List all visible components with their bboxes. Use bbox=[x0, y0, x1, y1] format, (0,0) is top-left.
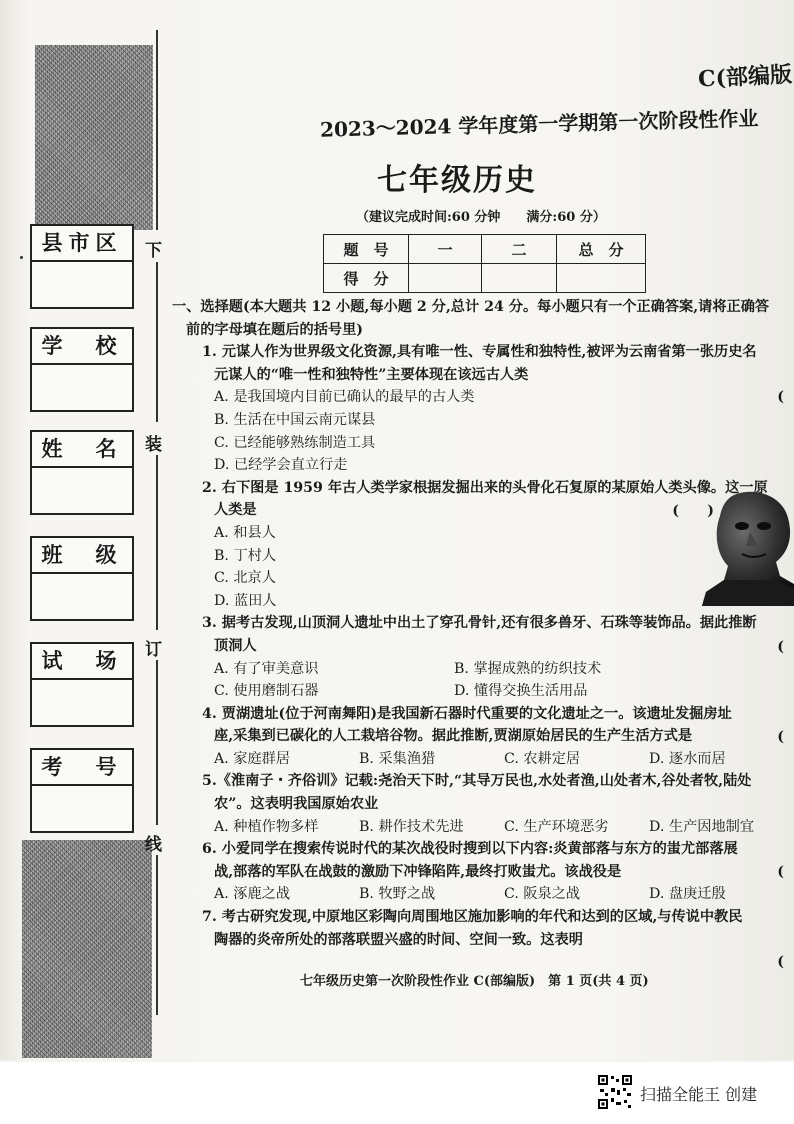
option: A. 是我国境内目前已确认的最早的古人类 bbox=[214, 389, 475, 406]
question-4-cont: 座,采集到已碳化的人工栽培谷物。据此推断,贾湖原始居民的生产生活方式是 bbox=[214, 728, 693, 745]
option: B. 牧野之战 bbox=[359, 886, 436, 903]
option: B. 丁村人 bbox=[214, 547, 277, 564]
option-row bbox=[172, 658, 794, 681]
question-7-cont: 陶器的炎帝所处的部落联盟兴盛的时间、空间一致。这表明 bbox=[214, 931, 583, 948]
section-heading: 一、选择题(本大题共 12 小题,每小题 2 分,总计 24 分。每小题只有一个正确答案,请将正确答 bbox=[172, 299, 770, 315]
option: D. 生产因地制宜 bbox=[649, 818, 755, 835]
option-row bbox=[172, 883, 794, 906]
question-6: 6. 小爱同学在搜索传说时代的某次战役时搜到以下内容:炎黄部落与东方的蚩尤部落展 bbox=[202, 841, 738, 858]
page-footer: 七年级历史第一次阶段性作业 C(部编版) 第 1 页(共 4 页) bbox=[300, 974, 649, 989]
option: C. 北京人 bbox=[214, 570, 276, 587]
score-input[interactable] bbox=[557, 264, 646, 293]
question-5-cont: 农”。这表明我国原始农业 bbox=[214, 796, 379, 813]
binding-line bbox=[156, 855, 158, 1015]
binding-mark: 下 bbox=[145, 241, 162, 261]
binding-texture-top bbox=[35, 45, 153, 230]
option-row bbox=[172, 748, 794, 771]
option: D. 已经学会直立行走 bbox=[214, 457, 348, 474]
option: C. 生产环境恶劣 bbox=[504, 818, 609, 835]
subject-title: 七年级历史 bbox=[377, 163, 537, 198]
field-label: 县市区 bbox=[32, 226, 132, 262]
score-cell: 总 分 bbox=[557, 235, 646, 264]
score-cell: 一 bbox=[409, 235, 482, 264]
option: D. 盘庚迁殷 bbox=[649, 886, 726, 903]
field-label: 试 场 bbox=[32, 644, 132, 680]
option: D. 逐水而居 bbox=[649, 750, 726, 767]
option: A. 涿鹿之战 bbox=[214, 886, 291, 903]
binding-texture-bottom bbox=[22, 840, 152, 1058]
field-label: 考 号 bbox=[32, 750, 132, 786]
question-2-cont: 人类是 bbox=[214, 502, 257, 519]
answer-bracket[interactable]: ( ) bbox=[672, 503, 714, 519]
skull-reconstruction-image bbox=[702, 488, 794, 606]
option: A. 种植作物多样 bbox=[214, 818, 319, 835]
field-label: 学 校 bbox=[32, 329, 132, 365]
option-row bbox=[172, 816, 794, 839]
scanner-watermark: 扫描全能王 创建 bbox=[640, 1085, 758, 1104]
question-3-cont: 顶洞人 bbox=[214, 637, 257, 654]
score-input[interactable] bbox=[482, 264, 557, 293]
answer-bracket[interactable]: ( bbox=[777, 954, 784, 970]
scan-speck bbox=[20, 256, 23, 259]
option: B. 采集渔猎 bbox=[359, 750, 436, 767]
section-heading-cont: 前的字母填在题后的括号里) bbox=[186, 321, 363, 338]
option: C. 农耕定居 bbox=[504, 750, 581, 767]
question-1: 1. 元谋人作为世界级文化资源,具有唯一性、专属性和独特性,被评为云南省第一张历史名 bbox=[202, 344, 757, 361]
binding-mark: 线 bbox=[145, 835, 162, 855]
time-note: （建议完成时间:60 分钟 满分:60 分） bbox=[356, 210, 606, 225]
question-1-cont: 元谋人的“唯一性和独特性”主要体现在该远古人类 bbox=[214, 366, 529, 383]
option: B. 生活在中国云南元谋县 bbox=[214, 411, 376, 428]
score-input[interactable] bbox=[409, 264, 482, 293]
field-blank[interactable] bbox=[32, 574, 132, 619]
question-area bbox=[172, 296, 794, 986]
option: A. 有了审美意识 bbox=[214, 660, 319, 677]
option: B. 耕作技术先进 bbox=[359, 818, 464, 835]
field-blank[interactable] bbox=[32, 786, 132, 831]
question-5: 5.《淮南子・齐俗训》记载:尧治天下时,“其导万民也,水处者渔,山处者木,谷处者牧,陆处 bbox=[202, 773, 752, 790]
option: B. 掌握成熟的纺织技术 bbox=[454, 660, 602, 677]
option: C. 使用磨制石器 bbox=[214, 683, 319, 700]
question-6-cont: 战,部落的军队在战鼓的激励下冲锋陷阵,最终打败蚩尤。该战役是 bbox=[214, 863, 622, 880]
score-table-row bbox=[324, 235, 646, 264]
binding-line bbox=[156, 660, 158, 825]
question-3: 3. 据考古发现,山顶洞人遗址中出土了穿孔骨针,还有很多兽牙、石珠等装饰品。据此推断 bbox=[202, 615, 757, 632]
option: A. 家庭群居 bbox=[214, 750, 291, 767]
binding-line bbox=[156, 455, 158, 630]
qr-code-icon bbox=[597, 1074, 633, 1110]
field-exam-number bbox=[30, 748, 134, 833]
answer-bracket[interactable]: ( bbox=[777, 639, 784, 655]
field-blank[interactable] bbox=[32, 365, 132, 410]
field-label: 姓 名 bbox=[32, 432, 132, 468]
field-blank[interactable] bbox=[32, 262, 132, 307]
edition-tag: C(部编版 bbox=[697, 61, 793, 93]
binding-mark: 订 bbox=[145, 640, 162, 660]
score-table-row bbox=[324, 264, 646, 293]
option: A. 和县人 bbox=[214, 524, 276, 541]
field-room bbox=[30, 642, 134, 727]
question-4: 4. 贾湖遗址(位于河南舞阳)是我国新石器时代重要的文化遗址之一。该遗址发掘房址 bbox=[202, 705, 732, 722]
field-blank[interactable] bbox=[32, 468, 132, 513]
option: C. 已经能够熟练制造工具 bbox=[214, 434, 376, 451]
binding-line bbox=[156, 262, 158, 422]
field-school bbox=[30, 327, 134, 412]
answer-bracket[interactable]: ( bbox=[777, 864, 784, 880]
field-name bbox=[30, 430, 134, 515]
score-cell: 得 分 bbox=[324, 264, 409, 293]
question-7: 7. 考古研究发现,中原地区彩陶向周围地区施加影响的年代和达到的区域,与传说中教民 bbox=[202, 909, 743, 926]
option: C. 阪泉之战 bbox=[504, 886, 581, 903]
score-cell: 题 号 bbox=[324, 235, 409, 264]
option-row bbox=[172, 680, 794, 703]
option: D. 懂得交换生活用品 bbox=[454, 683, 588, 700]
answer-bracket[interactable]: ( bbox=[777, 729, 784, 745]
score-table bbox=[323, 234, 646, 293]
binding-line bbox=[156, 30, 158, 230]
field-label: 班 级 bbox=[32, 538, 132, 574]
exam-title: 2023～2024 学年度第一学期第一次阶段性作业 bbox=[319, 106, 759, 142]
binding-mark: 装 bbox=[145, 435, 162, 455]
field-county bbox=[30, 224, 134, 309]
question-2: 2. 右下图是 1959 年古人类学家根据发掘出来的头骨化石复原的某原始人类头像。这一原 bbox=[202, 479, 768, 496]
answer-bracket[interactable]: ( bbox=[777, 389, 784, 405]
option: D. 蓝田人 bbox=[214, 592, 277, 609]
field-blank[interactable] bbox=[32, 680, 132, 725]
field-class bbox=[30, 536, 134, 621]
score-cell: 二 bbox=[482, 235, 557, 264]
